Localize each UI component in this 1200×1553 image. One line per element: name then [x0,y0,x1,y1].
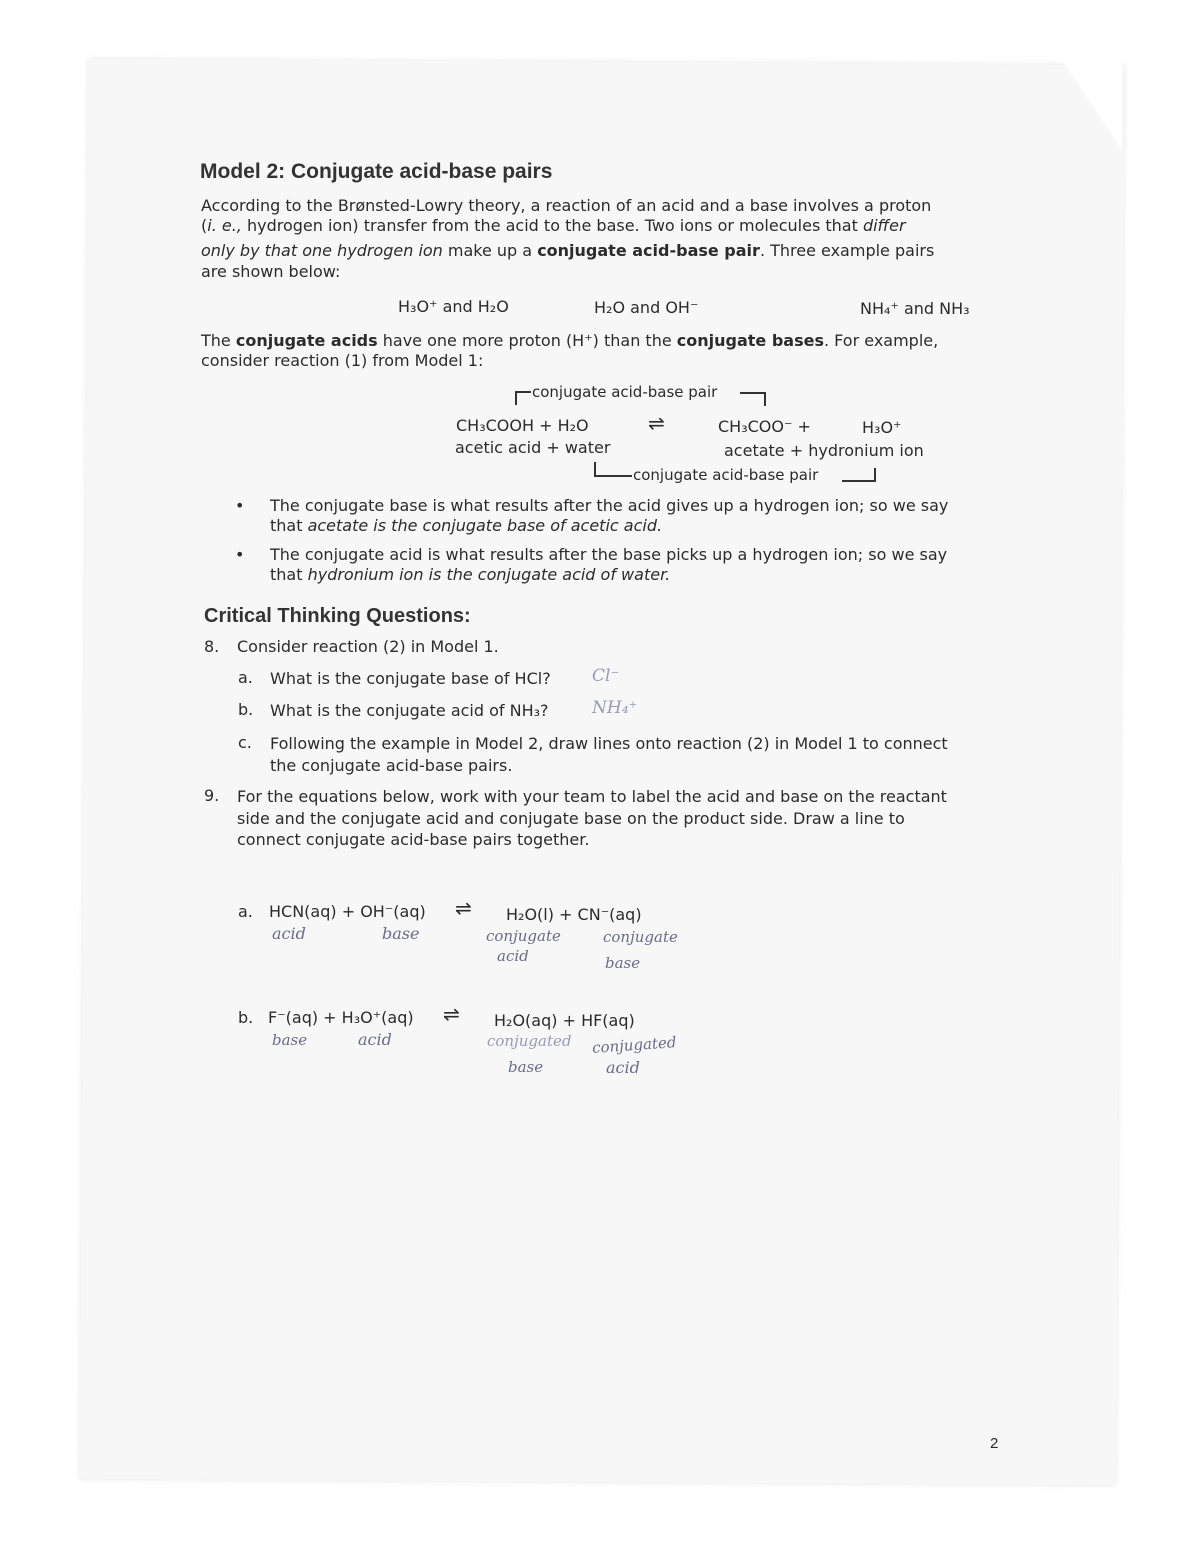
intro-line-1: According to the Brønsted-Lowry theory, a reaction of an acid and a base involves a proton [201,196,932,215]
top-bracket-right [740,392,766,406]
top-pair-label: conjugate acid-base pair [532,383,718,401]
q9b-hw-acid: acid [358,1030,392,1049]
bottom-bracket-left [594,462,632,477]
q9b-arrow: ⇌ [443,1002,460,1026]
intro-line-4: are shown below: [201,262,341,281]
q9a-arrow: ⇌ [455,896,472,920]
q8a-handwritten-answer: Cl⁻ [592,666,620,686]
ctq-title: Critical Thinking Questions: [204,605,471,627]
product-names: acetate + hydronium ion [724,441,924,460]
equilibrium-arrow: ⇌ [648,411,665,435]
bullet-dot-2: • [235,545,245,564]
q9a-hw-acid-2: acid [497,947,529,965]
q9-line-3: connect conjugate acid-base pairs together. [237,830,590,849]
example-pair-1: H₃O⁺ and H₂O [398,297,509,316]
q9b-hw-acid-2: acid [606,1058,640,1077]
example-pair-2: H₂O and OH⁻ [594,298,699,317]
bullet-dot-1: • [235,496,245,515]
q9a-equation-left: HCN(aq) + OH⁻(aq) [269,902,426,921]
bullet-1-line-1: The conjugate base is what results after the acid gives up a hydrogen ion; so we say [270,496,949,515]
q9b-hw-base-2: base [508,1058,544,1076]
q8-number: 8. [204,637,220,656]
q9-line-2: side and the conjugate acid and conjugate base on the product side. Draw a line to [237,809,905,828]
intro-line-3: only by that one hydrogen ion make up a conjugate acid-base pair. Three example pairs [201,241,935,260]
q9b-hw-conjugated-1: conjugated [487,1032,572,1050]
q9b-label: b. [238,1008,254,1027]
q9a-hw-acid: acid [272,924,306,943]
bullet-1-line-2: that acetate is the conjugate base of acetic acid. [270,516,663,535]
q9a-label: a. [238,902,253,921]
q8c-label: c. [238,733,252,752]
q8a-text: What is the conjugate base of HCl? [270,669,551,688]
q8a-label: a. [238,668,253,687]
page-number: 2 [990,1435,999,1452]
example-pair-3: NH₄⁺ and NH₃ [860,299,970,318]
q8b-text: What is the conjugate acid of NH₃? [270,701,549,720]
q8b-handwritten-answer: NH₄⁺ [592,698,638,718]
q9b-equation-right: H₂O(aq) + HF(aq) [494,1011,635,1030]
conjugate-line-2: consider reaction (1) from Model 1: [201,351,484,370]
q8b-label: b. [238,700,254,719]
q9b-equation-left: F⁻(aq) + H₃O⁺(aq) [268,1008,414,1027]
conjugate-line-1: The conjugate acids have one more proton (H⁺) than the conjugate bases. For example, [201,331,939,350]
folded-corner [1062,60,1122,150]
reaction-product-2: H₃O⁺ [862,418,902,437]
model2-title: Model 2: Conjugate acid-base pairs [200,160,553,183]
q9a-hw-base-2: base [605,954,641,972]
reaction-product-1: CH₃COO⁻ + [718,417,811,436]
intro-line-2: (i. e., hydrogen ion) transfer from the acid to the base. Two ions or molecules that differ [201,216,906,235]
q9b-hw-base: base [272,1031,308,1049]
q9b-hw-conjugated-2: conjugated [591,1033,677,1057]
q9a-equation-right: H₂O(l) + CN⁻(aq) [506,905,642,924]
bottom-bracket-right [842,468,876,482]
bullet-2-line-1: The conjugate acid is what results after the base picks up a hydrogen ion; so we say [270,545,948,564]
q8c-line-1: Following the example in Model 2, draw lines onto reaction (2) in Model 1 to connect [270,734,948,753]
q9-number: 9. [204,786,220,805]
top-bracket-left [515,391,531,405]
q8-text: Consider reaction (2) in Model 1. [237,637,499,656]
bullet-2-line-2: that hydronium ion is the conjugate acid of water. [270,565,671,584]
q8c-line-2: the conjugate acid-base pairs. [270,756,513,775]
bottom-pair-label: conjugate acid-base pair [633,466,819,484]
q9a-hw-conjugate-2: conjugate [603,928,678,946]
reactant-names: acetic acid + water [455,438,611,457]
q9-line-1: For the equations below, work with your team to label the acid and base on the reactant [237,787,947,806]
q9a-hw-base: base [382,924,420,943]
reaction-reactants: CH₃COOH + H₂O [456,416,589,435]
q9a-hw-conjugate-1: conjugate [486,927,561,945]
